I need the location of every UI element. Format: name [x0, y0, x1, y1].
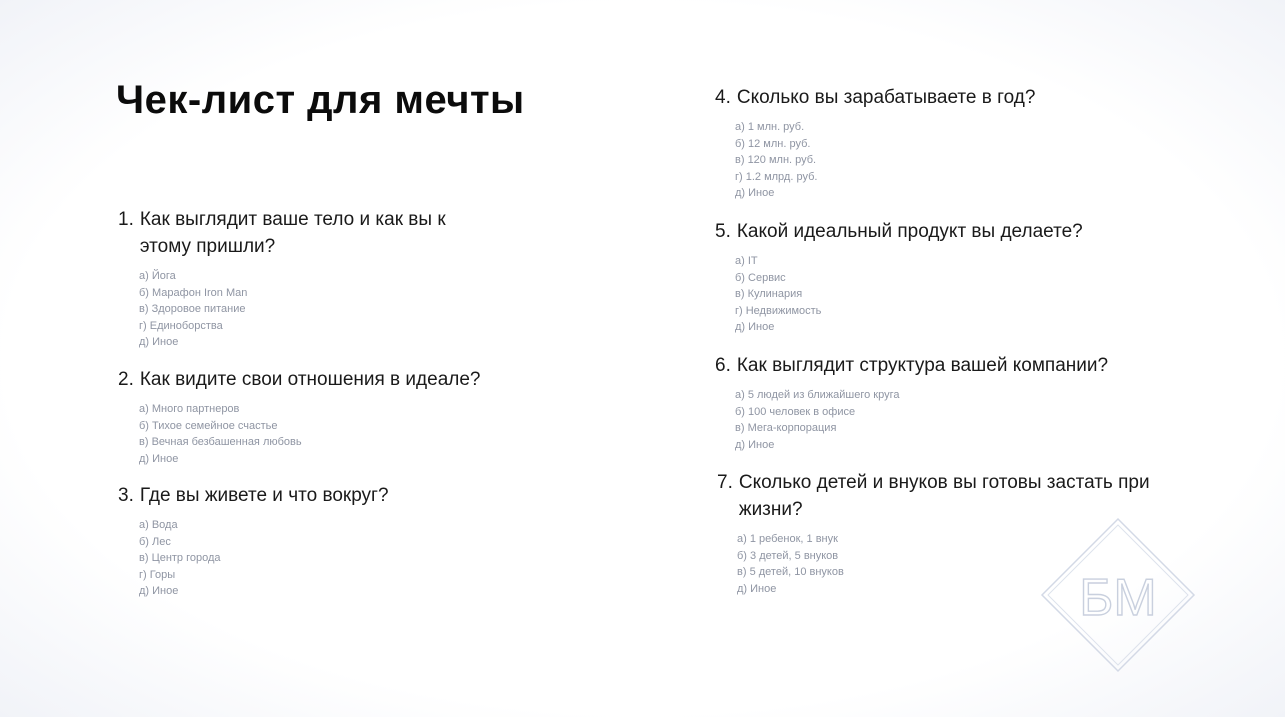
- question-text: Как выглядит структура вашей компании?: [736, 355, 1109, 376]
- question-title: [715, 352, 1175, 379]
- answer-option: д) Иное: [139, 585, 179, 598]
- question-5: [715, 218, 1175, 336]
- answer-option: д) Иное: [737, 582, 777, 595]
- answer-option: а) IT: [735, 255, 758, 267]
- question-1: [118, 206, 478, 351]
- answer-option: в) Вечная безбашенная любовь: [139, 436, 302, 449]
- question-text: Где вы живете и что вокруг?: [139, 485, 389, 506]
- bm-logo: [1040, 517, 1196, 673]
- answer-option: б) Сервис: [735, 271, 786, 284]
- answer-option: г) 1.2 млрд. руб.: [735, 170, 818, 183]
- answer-option: д) Иное: [139, 452, 179, 465]
- question-text: Сколько вы зарабатываете в год?: [736, 87, 1036, 108]
- answer-option: д) Иное: [735, 187, 775, 200]
- question-title: [118, 366, 538, 393]
- logo-text: БМ: [1079, 569, 1157, 627]
- question-2: [118, 366, 538, 467]
- question-number: 3.: [118, 485, 134, 506]
- answer-option: д) Иное: [735, 438, 775, 451]
- answer-option: в) Кулинария: [735, 288, 803, 301]
- answer-option: в) 5 детей, 10 внуков: [737, 566, 844, 579]
- answer-options: [715, 387, 1175, 453]
- answer-option: д) Иное: [735, 321, 775, 334]
- answer-option: а) Много партнеров: [139, 403, 240, 415]
- question-text: Какой идеальный продукт вы делаете?: [736, 221, 1083, 242]
- page-title: Чек-лист для мечты: [116, 78, 525, 122]
- answer-option: в) 120 млн. руб.: [735, 154, 817, 167]
- question-number: 5.: [715, 221, 731, 242]
- question-title: [118, 482, 538, 509]
- question-text: Как видите свои отношения в идеале?: [139, 369, 481, 390]
- answer-option: б) Лес: [139, 535, 171, 548]
- answer-options: [118, 517, 538, 600]
- answer-options: [118, 268, 478, 351]
- question-number: 1.: [118, 209, 134, 230]
- answer-option: а) Йога: [139, 270, 176, 282]
- answer-option: д) Иное: [139, 336, 179, 349]
- answer-option: а) 1 млн. руб.: [735, 121, 805, 133]
- answer-options: [715, 119, 1175, 202]
- answer-option: а) 5 людей из ближайшего круга: [735, 389, 900, 401]
- question-number: 2.: [118, 369, 134, 390]
- answer-option: г) Горы: [139, 568, 176, 581]
- answer-options: [118, 401, 538, 467]
- answer-option: в) Мега-корпорация: [735, 422, 837, 435]
- question-text: Как выглядит ваше тело и как вы к этому пришли?: [139, 209, 446, 257]
- question-number: 7.: [717, 472, 733, 493]
- question-title: [715, 218, 1175, 245]
- answer-option: а) 1 ребенок, 1 внук: [737, 533, 838, 545]
- question-title: [717, 469, 1167, 523]
- answer-option: в) Центр города: [139, 552, 221, 565]
- answer-option: в) Здоровое питание: [139, 303, 246, 316]
- question-title: [118, 206, 478, 260]
- question-4: [715, 84, 1175, 202]
- answer-option: б) 100 человек в офисе: [735, 405, 856, 418]
- answer-option: б) Марафон Iron Man: [139, 286, 248, 299]
- answer-option: г) Единоборства: [139, 319, 223, 332]
- question-number: 4.: [715, 87, 731, 108]
- question-text: Сколько детей и внуков вы готовы застать при жизни?: [738, 472, 1150, 520]
- question-3: [118, 482, 538, 600]
- answer-option: а) Вода: [139, 519, 178, 531]
- answer-option: б) 12 млн. руб.: [735, 137, 811, 150]
- answer-option: б) 3 детей, 5 внуков: [737, 549, 839, 562]
- answer-option: г) Недвижимость: [735, 304, 822, 317]
- answer-options: [715, 253, 1175, 336]
- question-title: [715, 84, 1175, 111]
- answer-option: б) Тихое семейное счастье: [139, 419, 278, 432]
- question-6: [715, 352, 1175, 453]
- question-number: 6.: [715, 355, 731, 376]
